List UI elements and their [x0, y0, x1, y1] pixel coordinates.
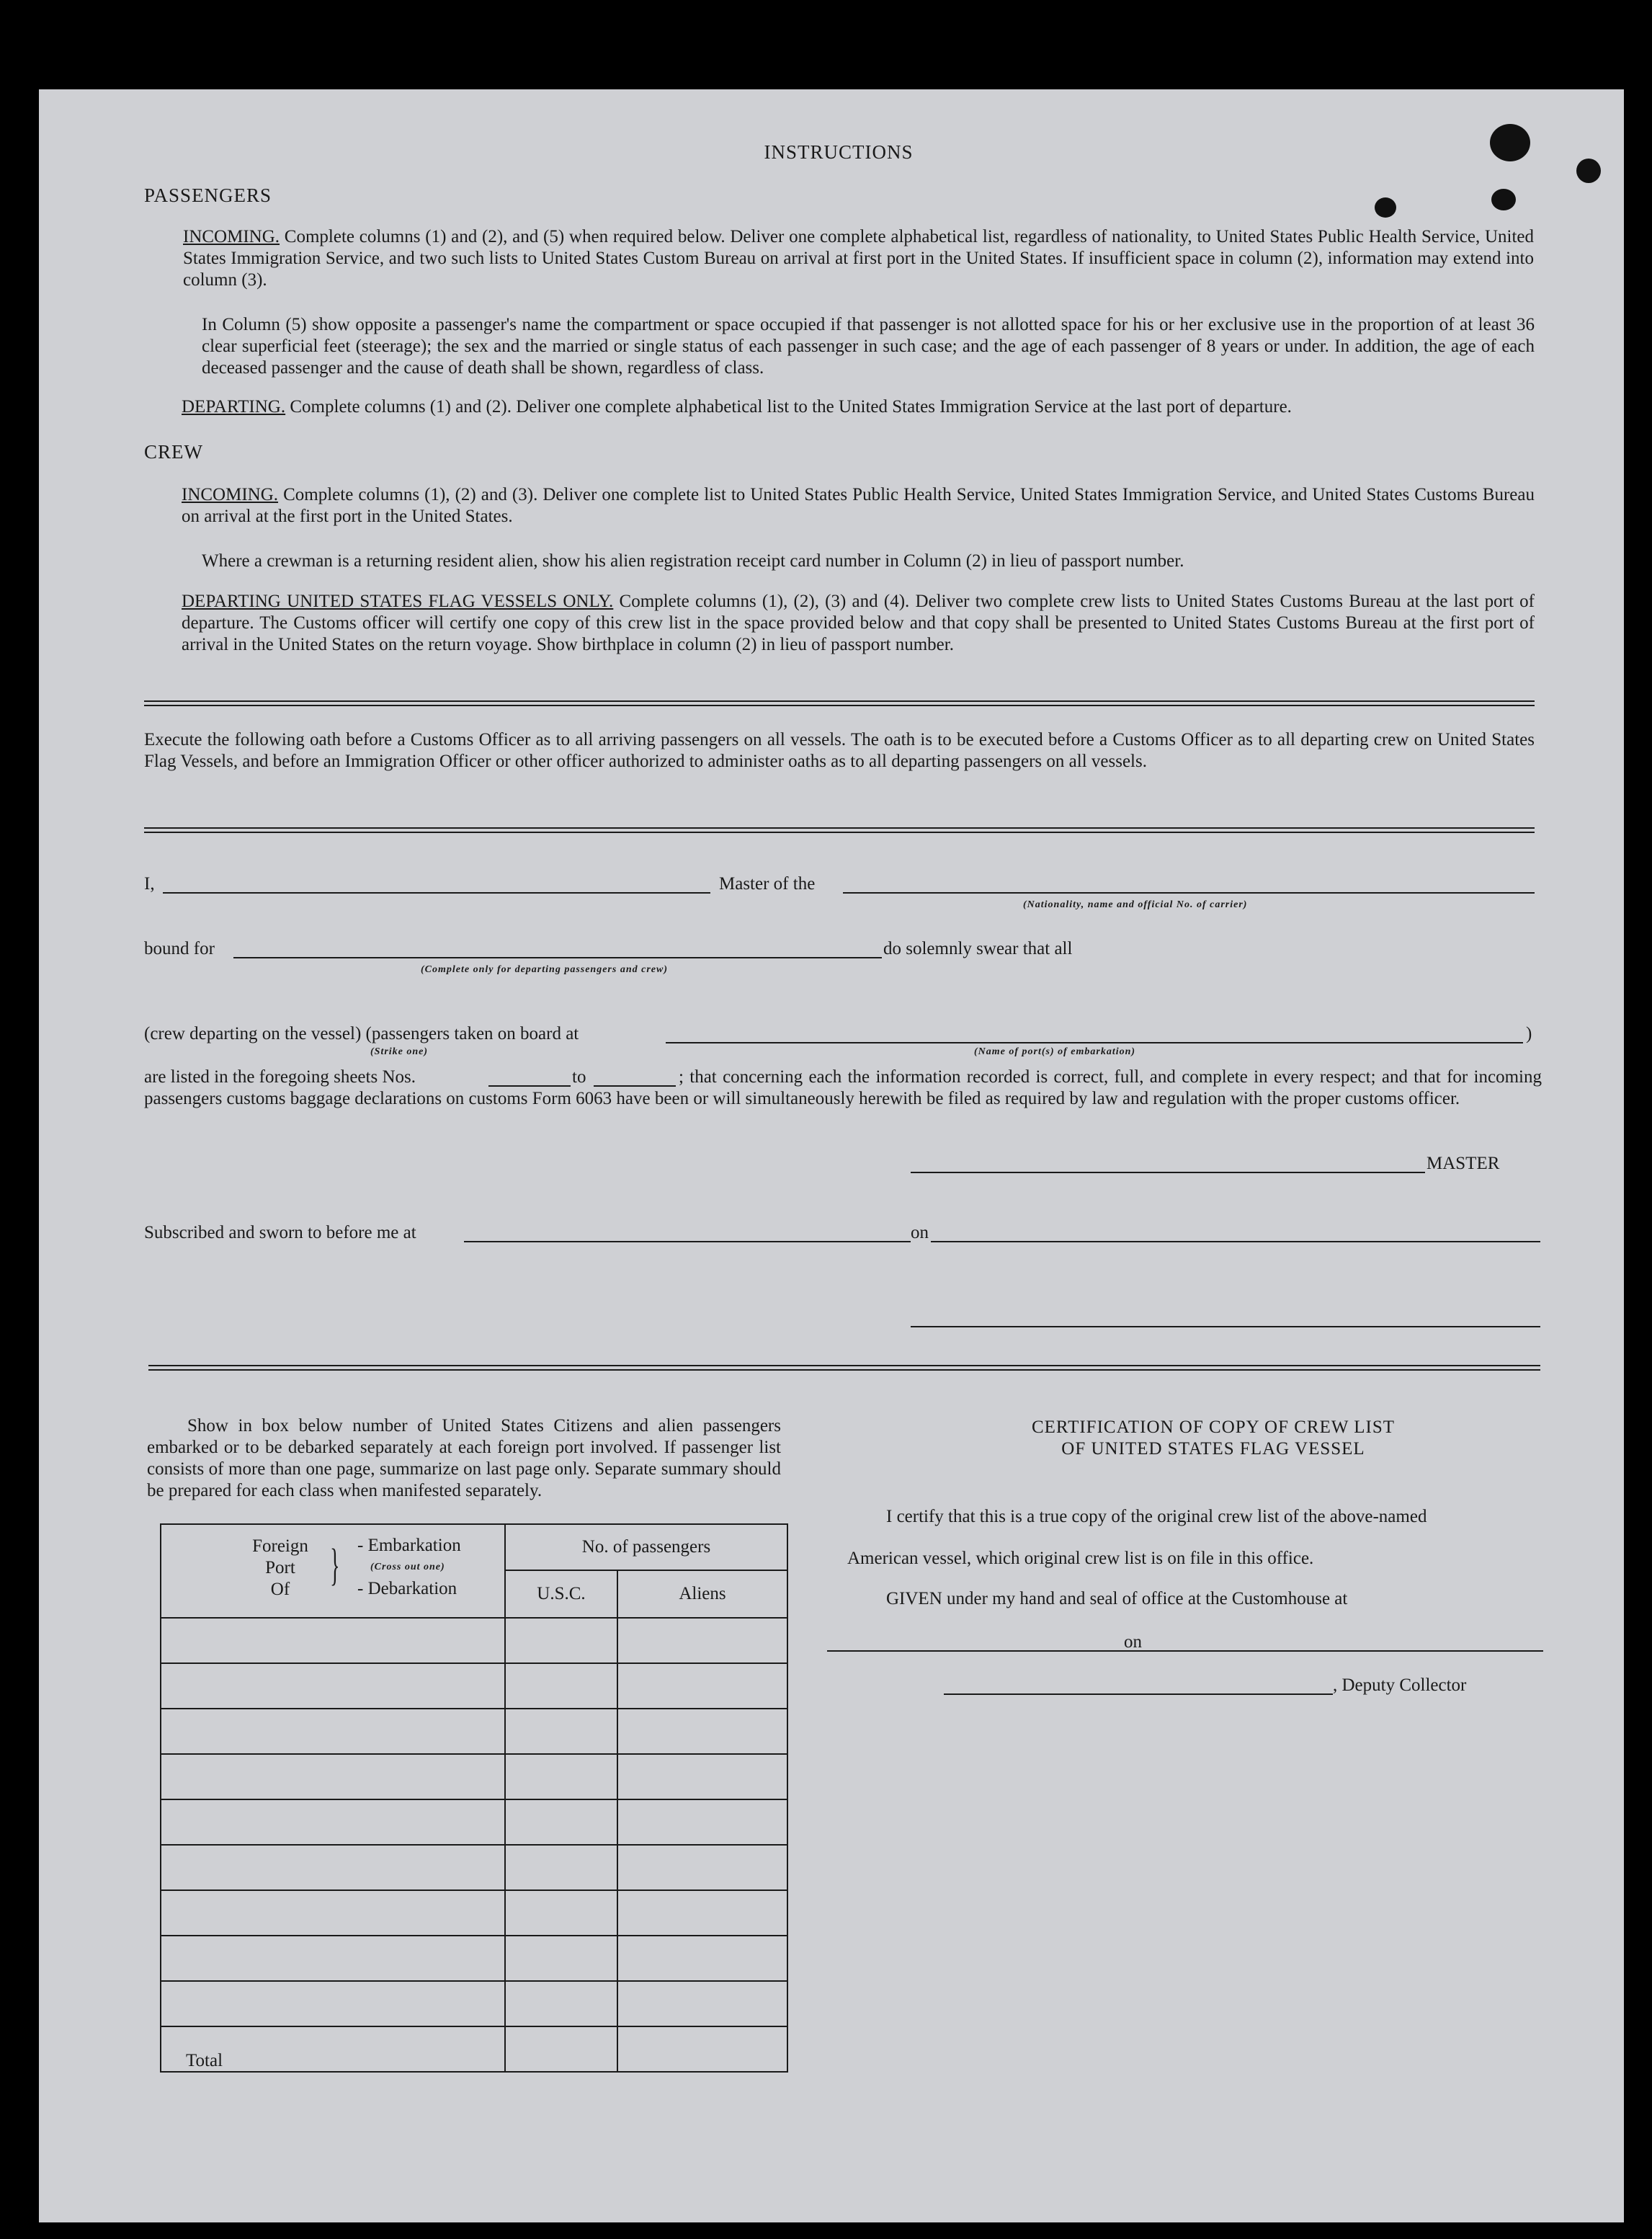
oath-intro: Execute the following oath before a Customs Officer as to all arriving passengers on all vessels. The oath is to be executed before a Customs Officer as to all departing crew on United States Flag Vessels, and before an Immigration Officer or other officer authorized to administer oaths as to all departing passengers on all vessels. — [144, 730, 1535, 771]
usc-header: U.S.C. — [505, 1570, 617, 1618]
aliens-cell[interactable] — [617, 1663, 787, 1709]
aliens-cell[interactable] — [617, 1754, 787, 1799]
crew-incoming-label: INCOMING. — [182, 485, 279, 504]
embarkation-label: - Embarkation — [357, 1536, 461, 1556]
aliens-cell[interactable] — [617, 1799, 787, 1845]
on-word: on — [911, 1223, 929, 1242]
cert-date-field[interactable] — [1146, 1650, 1543, 1652]
passengers-departing-label: DEPARTING. — [182, 397, 286, 417]
no-passengers-header: No. of passengers — [505, 1524, 787, 1570]
brace-glyph: } — [330, 1541, 340, 1590]
deputy-collector-label: , Deputy Collector — [1333, 1675, 1467, 1695]
section-divider — [148, 1365, 1540, 1371]
master-label: MASTER — [1426, 1154, 1500, 1173]
usc-cell[interactable] — [505, 1618, 617, 1663]
cert-on-word: on — [1124, 1632, 1142, 1652]
certify-line2: American vessel, which original crew list is on file in this office. — [847, 1549, 1314, 1568]
debarkation-label: - Debarkation — [357, 1579, 457, 1599]
port-cell[interactable] — [161, 1936, 505, 1981]
usc-cell[interactable] — [505, 1981, 617, 2026]
master-name-field[interactable] — [163, 892, 710, 894]
strike-one-hint: (Strike one) — [370, 1046, 429, 1057]
ink-blot — [1375, 197, 1396, 218]
aliens-cell[interactable] — [617, 1845, 787, 1890]
cross-out-hint: (Cross out one) — [370, 1562, 445, 1573]
ink-blot — [1576, 159, 1601, 183]
crew-heading: CREW — [144, 441, 203, 463]
port-embarkation-field[interactable] — [666, 1042, 1523, 1043]
crew-departing-text: (crew departing on the vessel) (passengers taken on board at — [144, 1024, 579, 1043]
crew-departing-label: DEPARTING UNITED STATES FLAG VESSELS ONLY. — [182, 592, 614, 611]
given-text: GIVEN under my hand and seal of office at the Customhouse at — [886, 1589, 1348, 1608]
usc-cell[interactable] — [505, 1890, 617, 1936]
foreign-port-of — [241, 1536, 320, 1601]
master-of-label: Master of the — [719, 874, 816, 894]
port-cell[interactable] — [161, 1890, 505, 1936]
master-signature-field[interactable] — [911, 1172, 1425, 1173]
aliens-header: Aliens — [617, 1570, 787, 1618]
i-label: I, — [144, 874, 155, 894]
passenger-summary-table — [160, 1523, 788, 2073]
nationality-hint: (Nationality, name and official No. of carrier) — [1023, 899, 1248, 910]
port-label: Port — [265, 1558, 295, 1578]
port-cell[interactable] — [161, 1618, 505, 1663]
aliens-cell[interactable] — [617, 1709, 787, 1754]
port-cell[interactable] — [161, 1663, 505, 1709]
foreign-label: Foreign — [252, 1536, 308, 1557]
crew-departing-paragraph — [182, 591, 1535, 656]
complete-only-hint: (Complete only for departing passengers and crew) — [421, 964, 668, 975]
summary-instructions: Show in box below number of United States Citizens and alien passengers embarked or to be debarked separately at each foreign port involved. If passenger list consists of more than one page, summarize on last page only. Separate summary should be prepared for each class when manifested separately. — [147, 1416, 781, 1500]
passengers-heading: PASSENGERS — [144, 184, 272, 206]
listed-prefix: are listed in the foregoing sheets Nos. — [144, 1067, 416, 1087]
usc-cell[interactable] — [505, 1663, 617, 1709]
listed-rest: ; that concerning each the information recorded is correct, full, and complete in every respect; and that for incoming passengers customs baggage declarations on customs Form 6063 have been or will simultaneously herewith be filed as required by law and regulation with the proper customs officer. — [144, 1067, 1542, 1108]
crew-incoming-paragraph — [182, 484, 1535, 528]
passengers-incoming-label: INCOMING. — [183, 227, 280, 246]
usc-cell[interactable] — [505, 1799, 617, 1845]
page-title: INSTRUCTIONS — [764, 141, 914, 163]
sworn-date-field[interactable] — [931, 1241, 1540, 1242]
certification-title-line2: OF UNITED STATES FLAG VESSEL — [1061, 1439, 1365, 1459]
aliens-cell[interactable] — [617, 1981, 787, 2026]
certify-line1: I certify that this is a true copy of the original crew list of the above-named — [886, 1507, 1427, 1526]
port-cell[interactable] — [161, 1799, 505, 1845]
usc-cell[interactable] — [505, 1754, 617, 1799]
usc-total-cell[interactable] — [505, 2026, 617, 2072]
passengers-departing-paragraph — [182, 396, 1535, 418]
to-word: to — [572, 1067, 586, 1087]
usc-cell[interactable] — [505, 1936, 617, 1981]
bound-for-field[interactable] — [233, 957, 882, 958]
passengers-incoming-paragraph — [183, 226, 1534, 291]
certification-title — [867, 1417, 1559, 1460]
port-cell[interactable] — [161, 1981, 505, 2026]
aliens-cell[interactable] — [617, 1618, 787, 1663]
swear-text: do solemnly swear that all — [883, 939, 1073, 958]
carrier-field[interactable] — [843, 892, 1535, 894]
section-divider — [144, 827, 1535, 833]
certification-title-line1: CERTIFICATION OF COPY OF CREW LIST — [1031, 1417, 1396, 1437]
sworn-place-field[interactable] — [464, 1241, 911, 1242]
port-cell[interactable] — [161, 1845, 505, 1890]
bound-for-label: bound for — [144, 939, 215, 958]
section-divider — [144, 700, 1535, 706]
passengers-incoming-text: Complete columns (1) and (2), and (5) when required below. Deliver one complete alphabetical list, regardless of nationality, to United States Public Health Service, United States Immigration Service, and two such lists to United States Custom Bureau on arrival at first port in the United States. If insufficient space in column (2), information may extend into column (3). — [183, 227, 1535, 290]
crew-incoming-text: Complete columns (1), (2) and (3). Deliver one complete list to United States Public Health Service, United States Immigration Service, and United States Customs Bureau on arrival at the first port in the United States. — [182, 485, 1535, 526]
deputy-signature-field[interactable] — [944, 1693, 1333, 1695]
port-hint: (Name of port(s) of embarkation) — [974, 1046, 1136, 1057]
subscribed-label: Subscribed and sworn to before me at — [144, 1223, 416, 1242]
aliens-cell[interactable] — [617, 1936, 787, 1981]
port-cell[interactable] — [161, 1754, 505, 1799]
ink-blot — [1491, 189, 1516, 210]
port-cell[interactable] — [161, 1709, 505, 1754]
form-page — [39, 89, 1624, 2222]
total-label: Total — [161, 2026, 505, 2072]
customhouse-field[interactable] — [827, 1650, 1161, 1652]
aliens-total-cell[interactable] — [617, 2026, 787, 2072]
of-label: Of — [270, 1580, 290, 1600]
officer-signature-field[interactable] — [911, 1326, 1540, 1327]
ink-blot — [1490, 124, 1530, 161]
passengers-column5-paragraph: In Column (5) show opposite a passenger's name the compartment or space occupied if that passenger is not allotted space for his or her exclusive use in the proportion of at least 36 clear superficial feet (steerage); the sex and the married or single status of each passenger in such case; and the age of each passenger of 8 years or under. In addition, the age of each deceased passenger and the cause of death shall be shown, regardless of class. — [202, 315, 1535, 378]
port-header-cell — [161, 1524, 505, 1618]
passengers-departing-text: Complete columns (1) and (2). Deliver one complete alphabetical list to the United States Immigration Service at the last port of departure. — [290, 397, 1292, 417]
aliens-cell[interactable] — [617, 1890, 787, 1936]
crew-resident-paragraph: Where a crewman is a returning resident alien, show his alien registration receipt card number in Column (2) in lieu of passport number. — [202, 551, 1184, 571]
crew-departing-text: Complete columns (1), (2), (3) and (4). Deliver two complete crew lists to United States Customs Bureau at the last port of departure. The Customs officer will certify one copy of this crew list in the space provided below and that copy shall be presented to United States Customs Bureau at the first port of arrival in the United States on the return voyage. Show birthplace in column (2) in lieu of passport number. — [182, 592, 1535, 654]
usc-cell[interactable] — [505, 1709, 617, 1754]
close-paren: ) — [1526, 1024, 1532, 1043]
usc-cell[interactable] — [505, 1845, 617, 1890]
